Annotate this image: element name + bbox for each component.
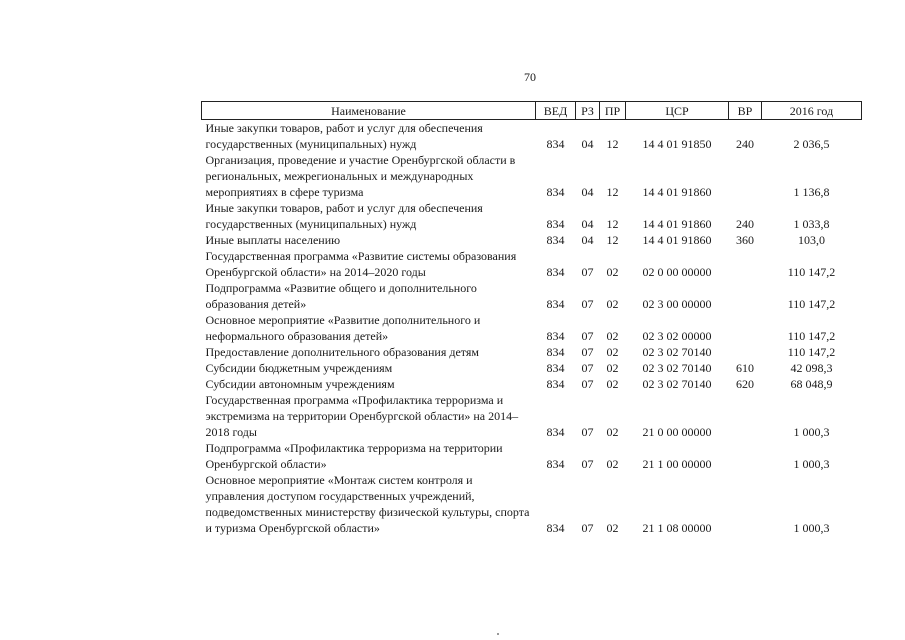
row-amount: 110 147,2 <box>787 265 836 279</box>
table-row <box>202 200 862 232</box>
row-rz: 04 <box>581 185 594 199</box>
header-rz: РЗ <box>576 102 600 120</box>
row-pr: 02 <box>606 377 619 391</box>
table-header <box>202 102 862 120</box>
row-vr: 610 <box>736 361 754 375</box>
row-rz: 07 <box>581 457 594 471</box>
row-ved: 834 <box>546 521 565 535</box>
table-row <box>202 360 862 376</box>
scan-speck <box>497 633 499 635</box>
row-name: Государственная программа «Развитие системы образования Оренбургской области» на 2014–2020 годы <box>205 249 517 279</box>
table-row <box>202 280 862 312</box>
table-row <box>202 312 862 344</box>
row-rz: 07 <box>581 361 594 375</box>
row-rz: 07 <box>581 521 594 535</box>
row-ved: 834 <box>546 185 565 199</box>
row-pr: 02 <box>606 361 619 375</box>
row-name: Иные выплаты населению <box>205 233 341 247</box>
row-amount: 103,0 <box>798 233 825 247</box>
row-name: Иные закупки товаров, работ и услуг для обеспечения государственных (муниципальных) нужд <box>205 121 483 151</box>
table-row <box>202 120 862 153</box>
row-rz: 07 <box>581 377 594 391</box>
row-pr: 02 <box>606 425 619 439</box>
row-amount: 1 033,8 <box>793 217 830 231</box>
row-pr: 02 <box>606 329 619 343</box>
header-year: 2016 год <box>762 102 862 120</box>
row-vr <box>729 312 762 344</box>
row-rz: 04 <box>581 217 594 231</box>
row-pr: 12 <box>606 217 619 231</box>
row-csr: 02 3 02 70140 <box>642 361 712 375</box>
row-name: Подпрограмма «Развитие общего и дополнительного образования детей» <box>205 281 477 311</box>
header-pr: ПР <box>600 102 626 120</box>
row-pr: 02 <box>606 297 619 311</box>
row-vr <box>729 440 762 472</box>
row-csr: 02 3 02 70140 <box>642 377 712 391</box>
row-rz: 07 <box>581 329 594 343</box>
row-amount: 42 098,3 <box>790 361 833 375</box>
row-name: Подпрограмма «Профилактика терроризма на территории Оренбургской области» <box>205 441 503 471</box>
row-pr: 12 <box>606 137 619 151</box>
row-csr: 02 3 02 70140 <box>642 345 712 359</box>
row-csr: 14 4 01 91860 <box>642 233 712 247</box>
header-vr: ВР <box>729 102 762 120</box>
row-name: Иные закупки товаров, работ и услуг для обеспечения государственных (муниципальных) нужд <box>205 201 483 231</box>
row-vr <box>729 472 762 536</box>
row-amount: 1 000,3 <box>793 457 830 471</box>
row-rz: 07 <box>581 265 594 279</box>
row-amount: 68 048,9 <box>790 377 833 391</box>
row-pr: 02 <box>606 521 619 535</box>
table-row <box>202 440 862 472</box>
row-csr: 14 4 01 91860 <box>642 185 712 199</box>
row-name: Субсидии бюджетным учреждениям <box>205 361 393 375</box>
row-ved: 834 <box>546 297 565 311</box>
row-ved: 834 <box>546 137 565 151</box>
row-ved: 834 <box>546 345 565 359</box>
row-pr: 02 <box>606 265 619 279</box>
budget-table <box>201 101 862 536</box>
row-ved: 834 <box>546 217 565 231</box>
table-row <box>202 152 862 200</box>
row-pr: 12 <box>606 233 619 247</box>
row-csr: 21 1 08 00000 <box>642 521 712 535</box>
row-vr <box>729 280 762 312</box>
row-rz: 07 <box>581 297 594 311</box>
row-vr <box>729 344 762 360</box>
row-csr: 14 4 01 91860 <box>642 217 712 231</box>
row-vr: 360 <box>736 233 754 247</box>
row-name: Предоставление дополнительного образования детям <box>205 345 479 359</box>
row-csr: 02 3 00 00000 <box>642 297 712 311</box>
table-row <box>202 376 862 392</box>
row-rz: 04 <box>581 137 594 151</box>
row-name: Организация, проведение и участие Оренбургской области в региональных, межрегиональных и международных мероприятиях в сфере туризма <box>205 153 516 199</box>
row-vr <box>729 392 762 440</box>
row-ved: 834 <box>546 329 565 343</box>
row-rz: 07 <box>581 345 594 359</box>
row-amount: 2 036,5 <box>793 137 830 151</box>
row-vr: 620 <box>736 377 754 391</box>
row-amount: 1 000,3 <box>793 425 830 439</box>
row-csr: 02 0 00 00000 <box>642 265 712 279</box>
row-ved: 834 <box>546 233 565 247</box>
row-vr: 240 <box>736 217 754 231</box>
row-vr <box>729 152 762 200</box>
row-rz: 04 <box>581 233 594 247</box>
row-csr: 21 1 00 00000 <box>642 457 712 471</box>
row-pr: 02 <box>606 457 619 471</box>
row-csr: 02 3 02 00000 <box>642 329 712 343</box>
row-csr: 21 0 00 00000 <box>642 425 712 439</box>
row-pr: 02 <box>606 345 619 359</box>
row-name: Государственная программа «Профилактика терроризма и экстремизма на территории Оренбургской области» на 2014–2018 годы <box>205 393 519 439</box>
row-amount: 1 000,3 <box>793 521 830 535</box>
row-amount: 110 147,2 <box>787 329 836 343</box>
row-ved: 834 <box>546 425 565 439</box>
row-csr: 14 4 01 91850 <box>642 137 712 151</box>
row-name: Основное мероприятие «Развитие дополнительного и неформального образования детей» <box>205 313 481 343</box>
row-ved: 834 <box>546 457 565 471</box>
row-name: Субсидии автономным учреждениям <box>205 377 395 391</box>
row-ved: 834 <box>546 361 565 375</box>
header-name: Наименование <box>202 102 536 120</box>
row-rz: 07 <box>581 425 594 439</box>
row-ved: 834 <box>546 265 565 279</box>
table-row <box>202 392 862 440</box>
row-name: Основное мероприятие «Монтаж систем контроля и управления доступом государственных учреждений, подведомственных министерству физической культуры, спорта и туризма Оренбургской области» <box>205 473 530 535</box>
row-pr: 12 <box>606 185 619 199</box>
row-vr: 240 <box>736 137 754 151</box>
header-csr: ЦСР <box>626 102 729 120</box>
table-row <box>202 344 862 360</box>
row-ved: 834 <box>546 377 565 391</box>
row-amount: 110 147,2 <box>787 345 836 359</box>
row-amount: 1 136,8 <box>793 185 830 199</box>
table-row <box>202 232 862 248</box>
table-row <box>202 472 862 536</box>
row-vr <box>729 248 762 280</box>
page-number: 70 <box>524 70 536 84</box>
table-body <box>202 120 862 537</box>
row-amount: 110 147,2 <box>787 297 836 311</box>
table-row <box>202 248 862 280</box>
header-ved: ВЕД <box>536 102 576 120</box>
